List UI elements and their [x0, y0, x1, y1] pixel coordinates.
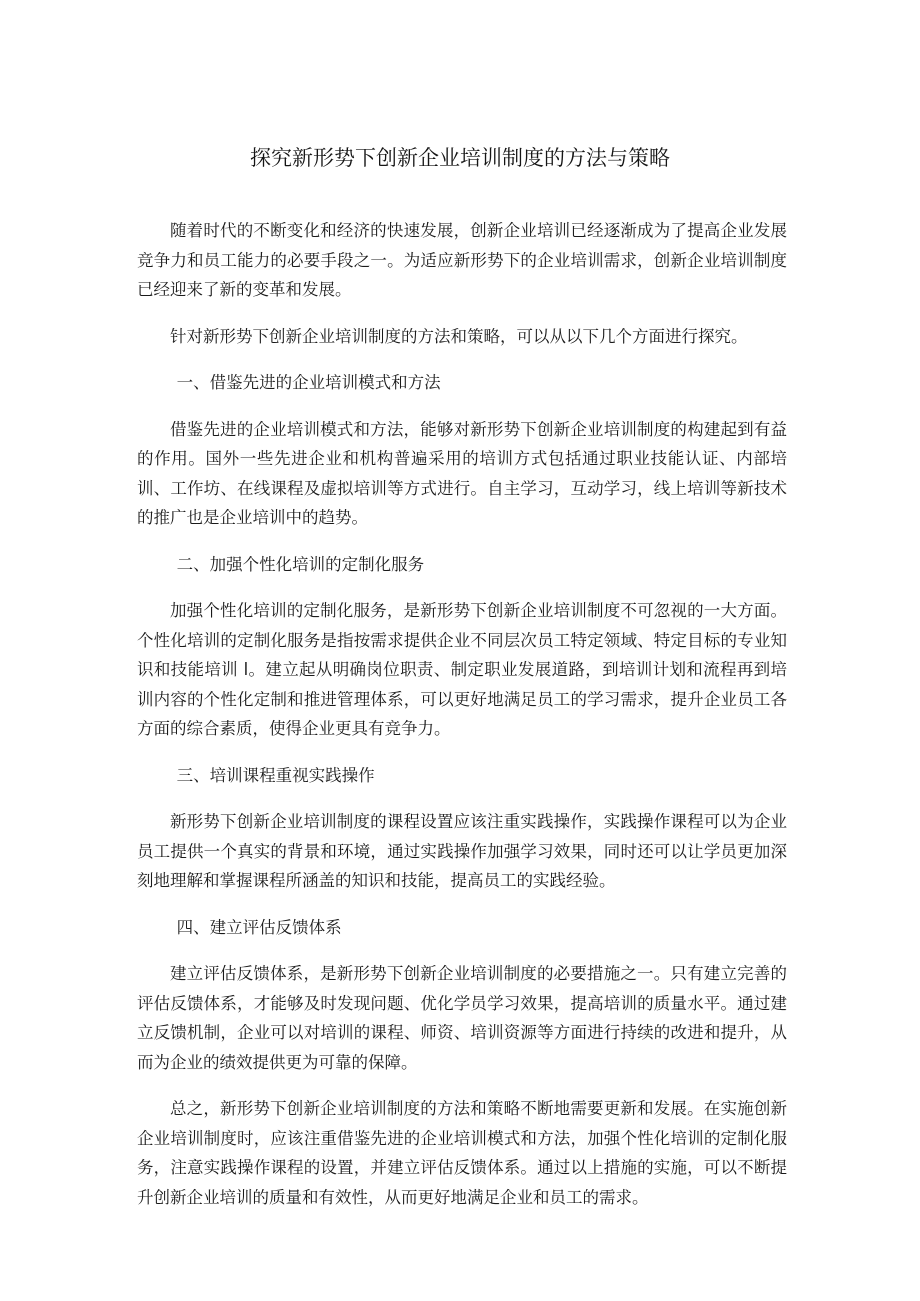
section-heading-2: 二、加强个性化培训的定制化服务 — [176, 554, 425, 574]
section-paragraph-1: 借鉴先进的企业培训模式和方法，能够对新形势下创新企业培训制度的构建起到有益的作用。国外一些先进企业和机构普遍采用的培训方式包括通过职业技能认证、内部培训、工作坊、在线课程及虚拟培训等方式进行。自主学习，互动学习，线上培训等新技术的推广也是企业培训中的趋势。 — [137, 419, 787, 527]
section-heading-3: 三、培训课程重视实践操作 — [176, 765, 375, 785]
section-paragraph-2: 加强个性化培训的定制化服务，是新形势下创新企业培训制度不可忽视的一大方面。个性化培训的定制化服务是指按需求提供企业不同层次员工特定领域、特定目标的专业知识和技能培训 l。建立起从明确岗位职责、制定职业发展道路，到培训计划和流程再到培训内容的个性化定制和推进管理体系，可以更好地满足员工的学习需求，提升企业员工各方面的综合素质，使得企业更具有竞争力。 — [137, 601, 787, 738]
section-paragraph-4: 建立评估反馈体系，是新形势下创新企业培训制度的必要措施之一。只有建立完善的评估反馈体系，才能够及时发现问题、优化学员学习效果，提高培训的质量水平。通过建立反馈机制，企业可以对培训的课程、师资、培训资源等方面进行持续的改进和提升，从而为企业的绩效提供更为可靠的保障。 — [137, 964, 787, 1072]
document-body — [137, 216, 787, 1229]
section-heading-4: 四、建立评估反馈体系 — [176, 917, 342, 937]
section-paragraph-3: 新形势下创新企业培训制度的课程设置应该注重实践操作，实践操作课程可以为企业员工提供一个真实的背景和环境，通过实践操作加强学习效果，同时还可以让学员更加深刻地理解和掌握课程所涵盖的知识和技能，提高员工的实践经验。 — [137, 812, 787, 890]
intro-paragraph: 随着时代的不断变化和经济的快速发展，创新企业培训已经逐渐成为了提高企业发展竞争力和员工能力的必要手段之一。为适应新形势下的企业培训需求，创新企业培训制度已经迎来了新的变革和发展。 — [137, 221, 787, 299]
document-title: 探究新形势下创新企业培训制度的方法与策略 — [250, 146, 670, 170]
lead-paragraph: 针对新形势下创新企业培训制度的方法和策略，可以从以下几个方面进行探究。 — [170, 326, 748, 346]
section-heading-1: 一、借鉴先进的企业培训模式和方法 — [176, 373, 441, 392]
conclusion-paragraph: 总之，新形势下创新企业培训制度的方法和策略不断地需要更新和发展。在实施创新企业培训制度时，应该注重借鉴先进的企业培训模式和方法，加强个性化培训的定制化服务，注意实践操作课程的设置，并建立评估反馈体系。通过以上措施的实施，可以不断提升创新企业培训的质量和有效性，从而更好地满足企业和员工的需求。 — [137, 1099, 787, 1207]
